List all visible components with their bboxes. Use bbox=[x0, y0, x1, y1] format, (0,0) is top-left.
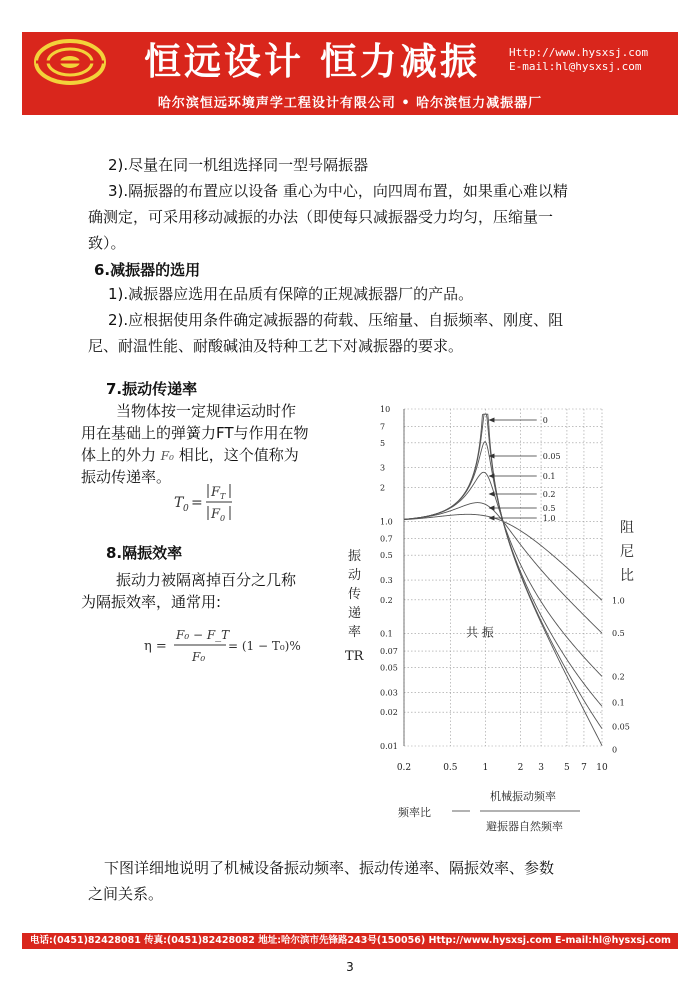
y-tick-label: 0.03 bbox=[380, 688, 398, 698]
y-tick-label: 3 bbox=[380, 463, 386, 473]
y-label-symbol: TR bbox=[345, 649, 364, 664]
curve-zeta-0-05 bbox=[404, 414, 602, 728]
peak-label: 0.5 bbox=[542, 504, 556, 513]
end-label: 0.5 bbox=[612, 629, 625, 639]
x-tick-label: 3 bbox=[538, 763, 544, 773]
peak-label: 0.1 bbox=[542, 472, 556, 481]
text-p5d: 振动传递率。 bbox=[81, 468, 172, 486]
text-p6b: 为隔振效率，通常用: bbox=[81, 593, 222, 611]
page-number: 3 bbox=[346, 960, 354, 974]
text-p2c: 致）。 bbox=[88, 234, 126, 252]
curve-zeta-0-2 bbox=[404, 472, 602, 676]
chart-grid bbox=[404, 409, 602, 746]
y-label-char: 动 bbox=[348, 568, 362, 583]
formula-eta-num: F₀ − F_T bbox=[176, 628, 230, 642]
text-p5a: 当物体按一定规律运动时作 bbox=[116, 402, 297, 420]
y-tick-label: 0.5 bbox=[380, 551, 393, 561]
right-label-char: 比 bbox=[620, 568, 634, 584]
peak-arrow-head bbox=[488, 418, 494, 423]
x-tick-label: 7 bbox=[581, 763, 587, 773]
peak-arrow-head bbox=[488, 474, 494, 479]
header-banner bbox=[22, 32, 678, 93]
x-label-denominator: 避振器自然频率 bbox=[486, 820, 563, 833]
y-tick-label: 0.01 bbox=[380, 742, 398, 751]
heading-8: 8.隔振效率 bbox=[106, 544, 183, 562]
formula-ft: F bbox=[211, 485, 221, 500]
formula-t0-lhs: T bbox=[174, 495, 184, 511]
text-p4a: 2).应根据使用条件确定减振器的荷载、压缩量、自振频率、刚度、阻 bbox=[108, 311, 564, 329]
company-subtitle: 哈尔滨恒远环境声学工程设计有限公司 • 哈尔滨恒力减振器厂 bbox=[22, 93, 678, 115]
text-p7b: 之间关系。 bbox=[88, 885, 164, 903]
formula-ft-sub: T bbox=[220, 492, 226, 501]
peak-arrow-head bbox=[488, 492, 494, 497]
formula-f0: F bbox=[211, 507, 221, 522]
y-label-char: 率 bbox=[348, 625, 362, 640]
y-tick-label: 1.0 bbox=[380, 517, 393, 527]
text-p7a: 下图详细地说明了机械设备振动频率、振动传递率、隔振效率、参数 bbox=[104, 859, 555, 877]
chart-labels bbox=[345, 405, 634, 833]
right-label-char: 阻 bbox=[620, 520, 634, 536]
curve-zeta-1-0 bbox=[404, 514, 602, 600]
text-p5b: 用在基础上的弹簧力FT与作用在物 bbox=[81, 424, 309, 442]
x-tick-label: 2 bbox=[517, 763, 524, 773]
y-tick-label: 5 bbox=[380, 438, 386, 448]
x-tick-label: 1 bbox=[482, 763, 489, 773]
peak-label: 1.0 bbox=[542, 514, 556, 523]
end-label: 0.05 bbox=[612, 722, 630, 732]
y-tick-label: 0.07 bbox=[380, 647, 398, 657]
y-tick-label: 0.02 bbox=[380, 708, 398, 718]
x-tick-label: 10 bbox=[596, 763, 608, 773]
end-label: 0.1 bbox=[612, 698, 625, 708]
end-label: 0.2 bbox=[612, 672, 625, 682]
right-label-char: 尼 bbox=[620, 544, 634, 560]
x-tick-label: 0.5 bbox=[443, 763, 458, 773]
peak-arrow-head bbox=[488, 516, 494, 521]
y-tick-label: 0.1 bbox=[380, 629, 393, 639]
text-p3: 1).减振器应选用在品质有保障的正规减振器厂的产品。 bbox=[108, 285, 474, 303]
end-label: 1.0 bbox=[612, 596, 625, 606]
text-p6a: 振动力被隔离掉百分之几称 bbox=[116, 571, 297, 589]
heading-7: 7.振动传递率 bbox=[106, 380, 198, 398]
formula-eta bbox=[140, 622, 301, 668]
peak-arrow-head bbox=[488, 506, 494, 511]
formula-t0-sub: 0 bbox=[183, 504, 189, 514]
formula-eta-den: F₀ bbox=[192, 650, 206, 664]
y-tick-label: 7 bbox=[380, 422, 386, 432]
formula-eta-rhs: = (1 − T₀)% bbox=[228, 639, 301, 653]
company-logo-icon bbox=[32, 38, 108, 86]
text-p5c-2: 相比，这个值称为 bbox=[178, 446, 299, 464]
inline-f0: F₀ bbox=[160, 449, 174, 463]
y-tick-label: 10 bbox=[380, 405, 391, 414]
y-tick-label: 0.3 bbox=[380, 576, 393, 586]
y-tick-label: 2 bbox=[380, 483, 386, 493]
y-label-char: 递 bbox=[348, 606, 362, 621]
header-contact bbox=[509, 46, 648, 74]
text-p2b: 确测定，可采用移动减振的办法（即使每只减振器受力均匀，压缩量一 bbox=[88, 208, 554, 226]
header-email[interactable]: E-mail:hl@hysxsj.com bbox=[509, 60, 642, 73]
formula-eta-lhs: η = bbox=[144, 639, 167, 654]
x-label: 频率比 bbox=[398, 806, 431, 819]
header-url[interactable]: Http://www.hysxsj.com bbox=[509, 46, 649, 59]
peak-label: 0 bbox=[542, 416, 548, 425]
curve-zeta-0-1 bbox=[404, 442, 602, 707]
x-tick-label: 0.2 bbox=[396, 763, 412, 773]
text-p5c-1: 体上的外力 bbox=[81, 446, 157, 464]
heading-6: 6.减振器的选用 bbox=[94, 261, 201, 279]
x-label-numerator: 机械振动频率 bbox=[490, 790, 556, 803]
formula-t0-eq: = bbox=[191, 495, 203, 511]
peak-label: 0.2 bbox=[542, 490, 556, 499]
peak-label: 0.05 bbox=[542, 452, 561, 461]
end-label: 0 bbox=[612, 745, 618, 755]
transmissibility-chart bbox=[340, 392, 670, 842]
brand-title: 恒远设计 恒力减振 bbox=[144, 40, 480, 83]
y-tick-label: 0.05 bbox=[380, 663, 398, 673]
formula-t0 bbox=[168, 478, 248, 526]
text-p2a: 3).隔振器的布置应以设备 重心为中心，向四周布置，如果重心难以精 bbox=[108, 182, 568, 200]
x-tick-label: 5 bbox=[564, 763, 570, 773]
resonance-annotation: 共 振 bbox=[465, 625, 494, 640]
text-p1: 2).尽量在同一机组选择同一型号隔振器 bbox=[108, 156, 369, 174]
y-label-char: 振 bbox=[348, 549, 362, 564]
footer-contact-bar: 电话:(0451)82428081 传真:(0451)82428082 地址:哈尔滨市先锋路243号(150056) Http://www.hysxsj.com E-mail:hl@hysxsj.com bbox=[22, 933, 678, 949]
y-tick-label: 0.2 bbox=[380, 595, 393, 605]
y-label-char: 传 bbox=[348, 587, 362, 602]
formula-f0-sub: 0 bbox=[220, 514, 226, 523]
y-tick-label: 0.7 bbox=[380, 534, 393, 544]
text-p4b: 尼、耐温性能、耐酸碱油及特种工艺下对减振器的要求。 bbox=[88, 337, 464, 355]
